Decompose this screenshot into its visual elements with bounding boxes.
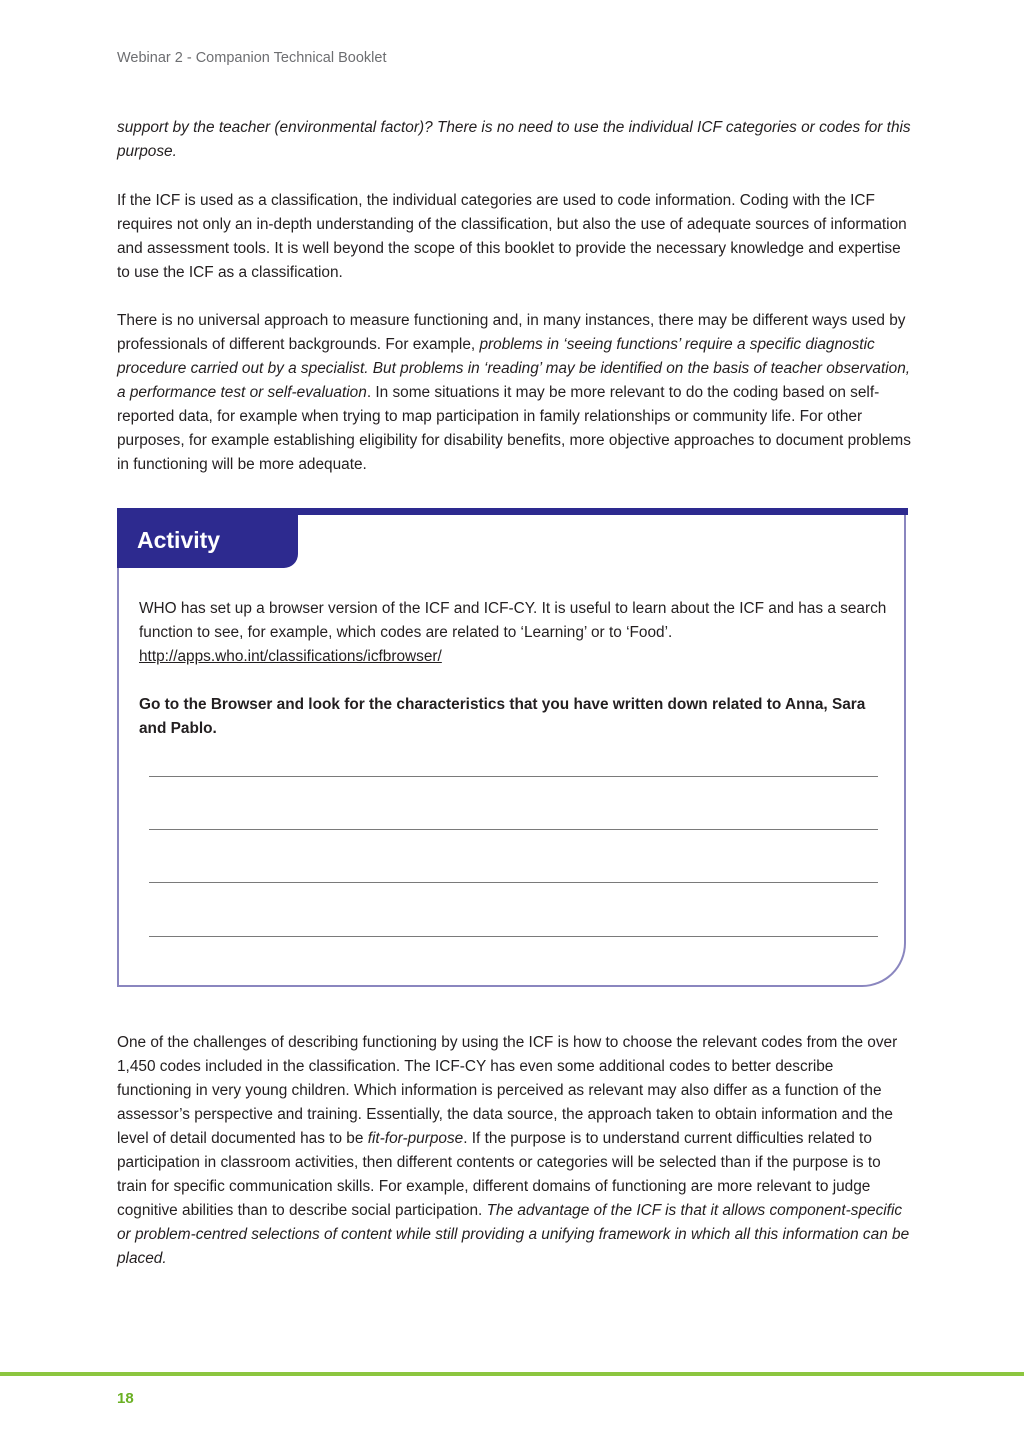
answer-line-2[interactable] <box>149 829 878 830</box>
activity-intro <box>139 597 894 669</box>
challenges-italic-a: fit-for-purpose <box>367 1130 464 1147</box>
activity-title: Activity <box>137 527 221 553</box>
challenges-text-a: One of the challenges of describing functioning by using the ICF is how to choose the relevant codes from the over 1,450 codes included in the classification. The ICF-CY has even some additional codes to better describe functioning in very young children. Which information is perceived as relevant may also differ as a function of the assessor’s perspective and training. Essentially, the data source, the approach taken to obtain information and the level of detail documented has to be <box>117 1034 898 1147</box>
answer-line-4[interactable] <box>149 936 878 937</box>
activity-intro-text: WHO has set up a browser version of the ICF and ICF-CY. It is useful to learn about the ICF and has a search function to see, for example, which codes are related to ‘Learning’ or to ‘Food’. <box>139 600 887 641</box>
answer-line-1[interactable] <box>149 776 878 777</box>
measurement-text-b: . In some situations it may be more relevant to do the coding based on self-reported data, for example when trying to map participation in family relationships or community life. For other purposes, for example establishing eligibility for disability benefits, more objective approaches to document problems in functioning will be more adequate. <box>117 384 911 473</box>
activity-instruction: Go to the Browser and look for the characteristics that you have written down related to Anna, Sara and Pablo. <box>139 696 866 737</box>
challenges-text-b: . If the purpose is to understand current difficulties related to participation in classroom activities, then different contents or categories will be selected than if the purpose is to train for specific communication skills. For example, different domains of functioning are more relevant to judge cognitive abilities than to describe social participation. <box>117 1130 881 1219</box>
footer-rule <box>0 1372 1024 1376</box>
activity-tab <box>117 508 298 568</box>
paragraph-measurement <box>117 309 912 477</box>
activity-box <box>117 508 906 987</box>
intro-italic: support by the teacher (environmental factor)? There is no need to use the individual ICF categories or codes for this purpose. <box>117 119 911 160</box>
page-number: 18 <box>117 1390 134 1407</box>
paragraph-challenges <box>117 1031 912 1271</box>
measurement-text-a: There is no universal approach to measure functioning and, in many instances, there may be different ways used by professionals of different backgrounds. For example, <box>117 312 906 353</box>
running-header: Webinar 2 - Companion Technical Booklet <box>117 50 387 66</box>
answer-line-3[interactable] <box>149 882 878 883</box>
measurement-italic: problems in ‘seeing functions’ require a specific diagnostic procedure carried out by a specialist. But problems in ‘reading’ may be identified on the basis of teacher observation, a performance test or self-evaluation <box>117 336 911 401</box>
paragraph-intro <box>117 116 912 164</box>
challenges-italic-b: The advantage of the ICF is that it allows component-specific or problem-centred selections of content while still providing a unifying framework in which all this information can be placed. <box>117 1202 910 1267</box>
paragraph-classification: If the ICF is used as a classification, the individual categories are used to code information. Coding with the ICF requires not only an in-depth understanding of the classification, but also the use of adequate sources of information and assessment tools. It is well beyond the scope of this booklet to provide the necessary knowledge and expertise to use the ICF as a classification. <box>117 192 907 281</box>
icf-browser-link[interactable]: http://apps.who.int/classifications/icfbrowser/ <box>139 648 442 665</box>
